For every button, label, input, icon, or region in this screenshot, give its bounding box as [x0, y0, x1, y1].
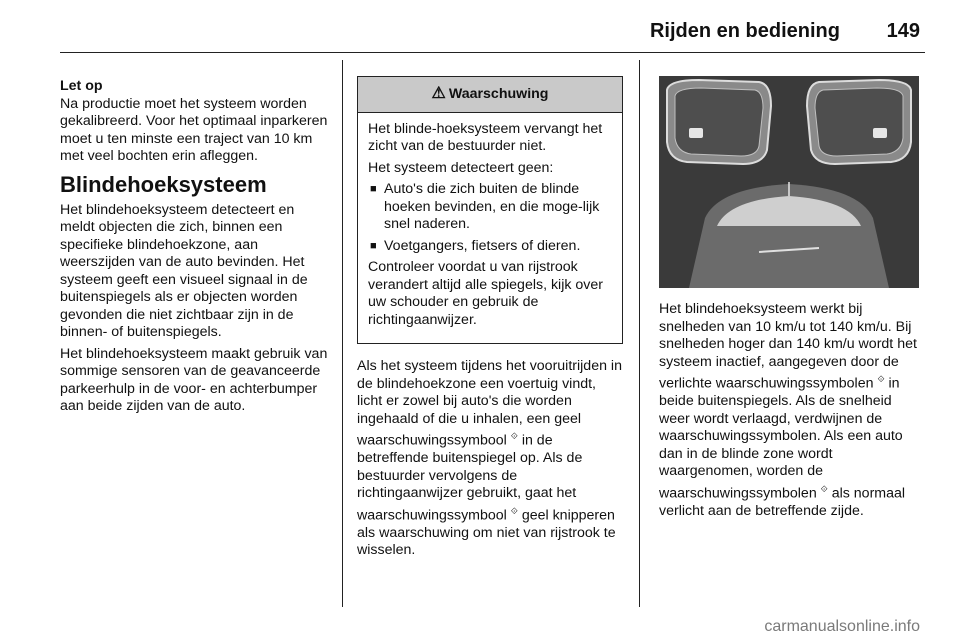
- text-run: Als het systeem tijdens het vooruitrijden in de blindehoekzone een voertuig vindt, licht er zowel bij auto's die worden ingehaald of die u inhalen, een geel waarschuwingssymbool: [357, 358, 622, 449]
- page-number: 149: [886, 20, 920, 42]
- list-item-text: Voetgangers, fietsers of dieren.: [384, 237, 581, 254]
- warning-text: Controleer voordat u van rijstrook verandert altijd alle spiegels, kijk over uw schouder en gebruik de richtingaanwijzer.: [368, 259, 603, 328]
- warning-body: [358, 113, 622, 344]
- column-1: [60, 78, 328, 420]
- paragraph: Het blindehoeksysteem detecteert en meldt objecten die zich, binnen een specifieke blindehoekzone, aan weerszijden van de auto bevinden. Het systeem geeft een visueel signaal in de buitenspiegels als er objecten worden gevonden die niet zichtbaar zijn in de binnen- of buitenspiegels.: [60, 201, 308, 340]
- paragraph: [659, 301, 925, 520]
- column-divider-2: [639, 60, 640, 607]
- bullet-icon: ■: [370, 183, 377, 195]
- warning-text: Het blinde-hoeksysteem vervangt het zicht van de bestuurder niet.: [368, 120, 603, 154]
- warning-header: [358, 77, 622, 113]
- text-run: in de betreffende buitenspiegel op. Als de bestuurder vervolgens de richtingaanwijzer gebruikt, gaat het waarschuwingssymbool: [357, 432, 583, 524]
- warning-list: [368, 181, 612, 255]
- mirrors-car-illustration: [659, 76, 919, 288]
- list-item-text: Auto's die zich buiten de blinde hoeken bevinden, en die moge-lijk snel naderen.: [384, 181, 600, 232]
- warning-text: Het systeem detecteert geen:: [368, 159, 554, 176]
- header-divider: [60, 52, 925, 53]
- column-2: [357, 76, 623, 564]
- text-run: geel knipperen als waarschuwing om niet van rijstrook te wisselen.: [357, 507, 616, 559]
- column-3: [659, 301, 925, 524]
- blind-spot-symbol-icon: ⟐: [820, 483, 828, 494]
- list-item: [368, 238, 612, 256]
- paragraph: Het blindehoeksysteem maakt gebruik van sommige sensoren van de geavanceerde parkeerhulp in de voor- en achterbumper aan beide zijden van de auto.: [60, 345, 328, 414]
- text-run: in beide buitenspiegels. Als de snelheid weer wordt verlaagd, verdwijnen de waarschuwingssymbolen. Als een auto dan in de blinde zone wordt waargenomen, worden de waarschuwingssymbolen: [659, 375, 903, 502]
- bullet-icon: ■: [370, 239, 377, 252]
- blind-spot-illustration: [659, 76, 919, 288]
- column-divider-1: [342, 60, 343, 607]
- warning-title: Waarschuwing: [448, 86, 549, 102]
- page-header-title: Rijden en bediening: [649, 20, 840, 42]
- blind-spot-symbol-icon: ⟐: [510, 431, 518, 441]
- blind-spot-symbol-icon: ⟐: [877, 374, 885, 384]
- warning-triangle-icon: ⚠: [431, 85, 446, 102]
- watermark: carmanualsonline.info: [764, 618, 920, 635]
- warning-box: [357, 76, 623, 344]
- text-run: Het blindehoeksysteem werkt bij snelheden van 10 km/u tot 140 km/u. Bij snelheden hoger dan 140 km/u wordt het systeem inactief, aangegeven door de verlichte waarschuwingssymbolen: [659, 301, 917, 392]
- blind-spot-symbol-icon: ⟐: [510, 505, 518, 516]
- list-item: [368, 181, 612, 234]
- section-title: Blindehoeksysteem: [60, 171, 267, 197]
- note-text: Na productie moet het systeem worden gekalibreerd. Voor het optimaal inparkeren moet u ten minste een traject van 10 km met veel bochten erin afleggen.: [60, 95, 328, 164]
- paragraph: [357, 358, 623, 560]
- text-run: als normaal verlicht aan de betreffende zijde.: [659, 485, 906, 519]
- note-title: Let op: [60, 78, 103, 94]
